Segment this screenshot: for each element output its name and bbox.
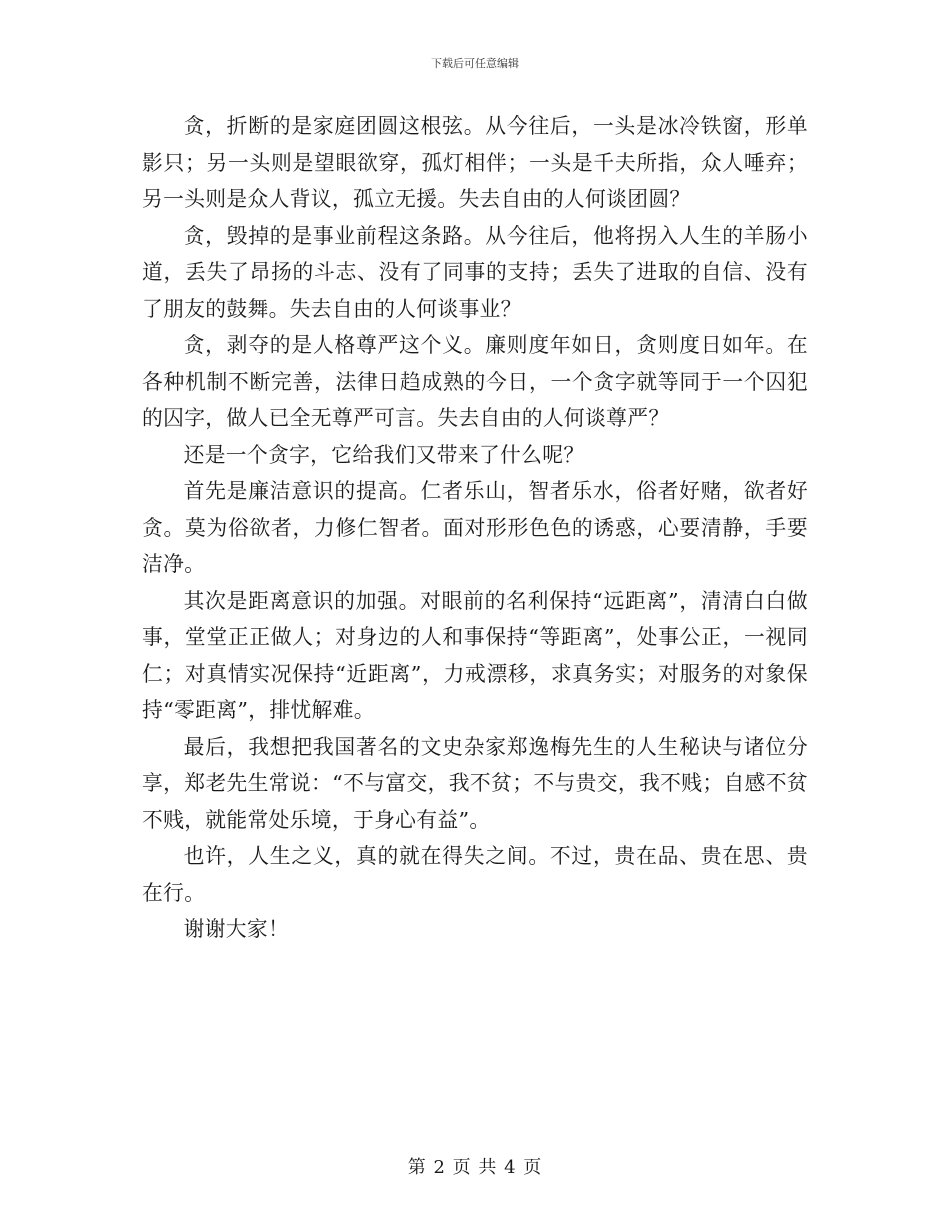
paragraph: 首先是廉洁意识的提高。仁者乐山，智者乐水，俗者好赌，欲者好贪。莫为俗欲者，力修仁智者。面对形形色色的诱惑，心要清静，手要洁净。 bbox=[142, 479, 808, 576]
paragraph: 也许，人生之义，真的就在得失之间。不过，贵在品、贵在思、贵在行。 bbox=[142, 844, 808, 905]
paragraph: 贪，剥夺的是人格尊严这个义。廉则度年如日，贪则度日如年。在各种机制不断完善，法律日趋成熟的今日，一个贪字就等同于一个囚犯的囚字，做人已全无尊严可言。失去自由的人何谈尊严？ bbox=[142, 333, 808, 430]
paragraph: 贪，折断的是家庭团圆这根弦。从今往后，一头是冰冷铁窗，形单影只；另一头则是望眼欲穿，孤灯相伴；一头是千夫所指，众人唾弃；另一头则是众人背议，孤立无援。失去自由的人何谈团圆？ bbox=[142, 114, 808, 211]
paragraph: 还是一个贪字，它给我们又带来了什么呢？ bbox=[183, 442, 585, 467]
paragraph: 其次是距离意识的加强。对眼前的名利保持“远距离”，清清白白做事，堂堂正正做人；对身边的人和事保持“等距离”，处事公正，一视同仁；对真情实况保持“近距离”，力戒漂移，求真务实；对服务的对象保持“零距离”，排忧解难。 bbox=[142, 588, 808, 722]
paragraph: 贪，毁掉的是事业前程这条路。从今往后，他将拐入人生的羊肠小道，丢失了昂扬的斗志、没有了同事的支持；丢失了进取的自信、没有了朋友的鼓舞。失去自由的人何谈事业？ bbox=[142, 223, 808, 321]
paragraph: 谢谢大家！ bbox=[183, 917, 290, 941]
document-body bbox=[142, 108, 808, 948]
paragraph: 最后，我想把我国著名的文史杂家郑逸梅先生的人生秘诀与诸位分享，郑老先生常说：“不与富交，我不贫；不与贵交，我不贱；自感不贫不贱，就能常处乐境，于身心有益”。 bbox=[142, 734, 808, 832]
page-number-footer: 第 2 页 共 4 页 bbox=[407, 1157, 543, 1178]
page-header-note: 下载后可任意编辑 bbox=[431, 57, 519, 70]
